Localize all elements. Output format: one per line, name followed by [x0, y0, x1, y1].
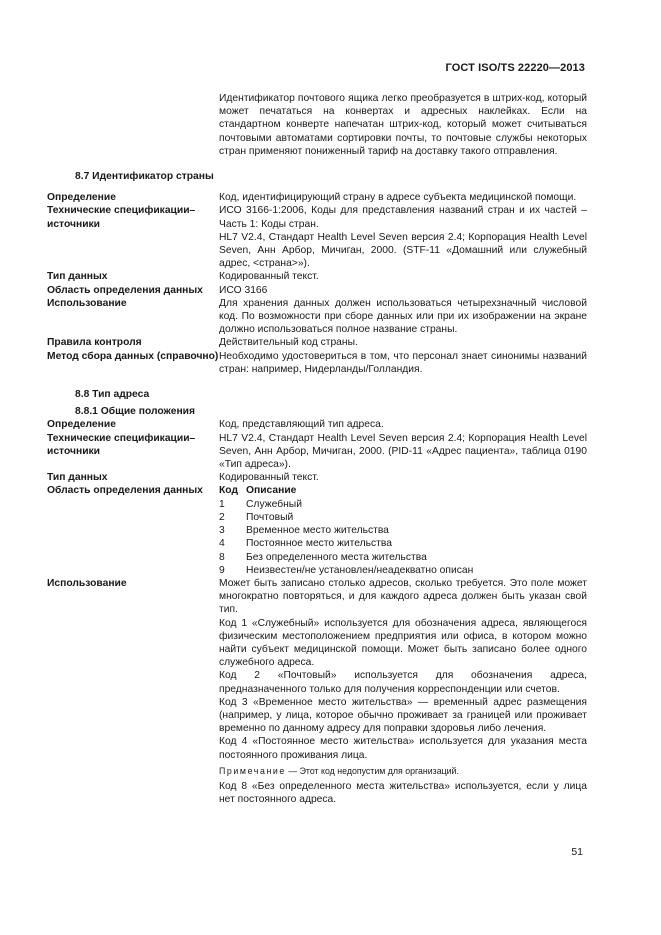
rules-row: [47, 336, 587, 349]
datatype-label: Тип данных: [47, 271, 108, 283]
method-value: Необходимо удостовериться в том, что персонал знает синонимы названий стран: например, Нидерланды/Голландия.: [219, 350, 587, 375]
usage-paragraph: Код 1 «Служебный» используется для обозначения адреса, являющегося физическим местоположением предприятия или офиса, в котором можно найти субъект медицинской помощи. Может быть записано более одного служебного адреса.: [219, 617, 587, 669]
usage-paragraph: Может быть записано столько адресов, сколько требуется. Это поле может многократно повторяться, и для каждого адреса должен быть указан свой тип.: [219, 577, 587, 616]
rules-label: Правила контроля: [47, 337, 142, 349]
section-8-7-title: 8.7 Идентификатор страны: [75, 171, 214, 183]
usage-row: [47, 577, 587, 806]
description-cell: Неизвестен/не установлен/неадекватно описан: [246, 564, 474, 576]
datatype-value: Кодированный текст.: [219, 271, 319, 283]
method-row: [47, 350, 587, 376]
usage-paragraph: Код 8 «Без определенного места жительства» используется, если у лица нет постоянного адреса.: [219, 780, 587, 805]
definition-row: [47, 418, 587, 431]
description-cell: Почтовый: [246, 511, 294, 523]
code-cell: 4: [219, 538, 225, 550]
code-table-row: [219, 564, 587, 577]
note-text: — Этот код недопустим для организаций.: [285, 765, 459, 776]
specs-row: [47, 432, 587, 472]
specs-value: HL7 V2.4, Стандарт Health Level Seven версия 2.4; Корпорация Health Level Seven, Анн Арбор, Мичиган, 2000. (PID-11 «Адрес пациента», таблица 0190 «Тип адреса»).: [219, 432, 587, 471]
specs-value-line: HL7 V2.4, Стандарт Health Level Seven версия 2.4; Корпорация Health Level Seven, Анн Арбор, Мичиган, 2000. (STF-11 «Домашний или служебный адрес, <страна>»).: [219, 231, 587, 270]
usage-row: [47, 297, 587, 337]
usage-paragraph: Код 2 «Почтовый» используется для обозначения адреса, предназначенного только для получения корреспонденции или счетов.: [219, 670, 587, 695]
code-cell: 9: [219, 564, 225, 576]
section-8-8-title: 8.8 Тип адреса: [75, 389, 150, 401]
datatype-row: [47, 471, 587, 484]
method-label: Метод сбора данных (справочно): [47, 350, 219, 362]
description-cell: Без определенного места жительства: [246, 551, 427, 563]
usage-label: Использование: [47, 577, 127, 589]
usage-paragraph: Код 3 «Временное место жительства» — временный адрес размещения (например, у лица, которое обычно проживает за границей или проживает временно по данному адресу для поправки здоровья либо лечения.: [219, 696, 587, 735]
page-content: [47, 92, 587, 806]
specs-label: Технические спецификации–источники: [47, 205, 196, 230]
specs-value-line: ИСО 3166-1:2006, Коды для представления названий стран и их частей – Часть 1: Коды стран.: [219, 205, 587, 230]
code-cell: 1: [219, 498, 225, 510]
code-cell: 3: [219, 525, 225, 537]
description-column-header: Описание: [246, 485, 297, 497]
code-table-row: [219, 537, 587, 550]
definition-label: Определение: [47, 192, 116, 204]
datatype-row: [47, 270, 587, 283]
code-cell: 8: [219, 551, 225, 563]
note-label: Примечание: [219, 765, 286, 776]
definition-value: Код, представляющий тип адреса.: [219, 419, 384, 431]
description-cell: Постоянное место жительства: [246, 538, 392, 550]
definition-label: Определение: [47, 419, 116, 431]
usage-value: Для хранения данных должен использоваться четырехзначный числовой код. По возможности при сборе данных или при их изображении на экране должно использоваться полное название страны.: [219, 297, 587, 336]
specs-row: [47, 204, 587, 270]
datatype-value: Кодированный текст.: [219, 472, 319, 484]
page-number: 51: [571, 846, 583, 858]
datatype-label: Тип данных: [47, 472, 108, 484]
intro-paragraph: Идентификатор почтового ящика легко преобразуется в штрих-код, который может печататься на конвертах и адресных наклейках. Если на стандартном конверте напечатан штрих-код, который может считываться почтовыми автоматами сортировки почты, то почтовые службы некоторых стран применяют пониженный тариф на доставку такого отправления.: [219, 93, 587, 157]
code-column-header: Код: [219, 485, 238, 497]
domain-row: [47, 484, 587, 576]
code-table-row: [219, 498, 587, 511]
usage-label: Использование: [47, 297, 127, 309]
definition-row: [47, 191, 587, 204]
domain-label: Область определения данных: [47, 485, 203, 497]
code-table-row: [219, 551, 587, 564]
code-table-row: [219, 511, 587, 524]
description-cell: Служебный: [246, 498, 302, 510]
domain-row: [47, 284, 587, 297]
code-table-row: [219, 524, 587, 537]
specs-label: Технические спецификации–источники: [47, 432, 196, 457]
code-table-header: [219, 484, 587, 497]
usage-note: [219, 765, 587, 777]
rules-value: Действительный код страны.: [219, 337, 358, 349]
code-cell: 2: [219, 511, 225, 523]
description-cell: Временное место жительства: [246, 525, 389, 537]
domain-label: Область определения данных: [47, 284, 203, 296]
specs-value: [219, 204, 587, 270]
section-8-8-1-title: 8.8.1 Общие положения: [75, 406, 195, 418]
definition-value: Код, идентифицирующий страну в адресе субъекта медицинской помощи.: [219, 192, 577, 204]
document-header: ГОСТ ISO/TS 22220—2013: [445, 62, 585, 74]
usage-value: [219, 577, 587, 806]
domain-value: ИСО 3166: [219, 284, 268, 296]
code-table: [219, 484, 587, 576]
usage-paragraph: Код 4 «Постоянное место жительства» используется для указания места постоянного проживания лица.: [219, 736, 587, 761]
